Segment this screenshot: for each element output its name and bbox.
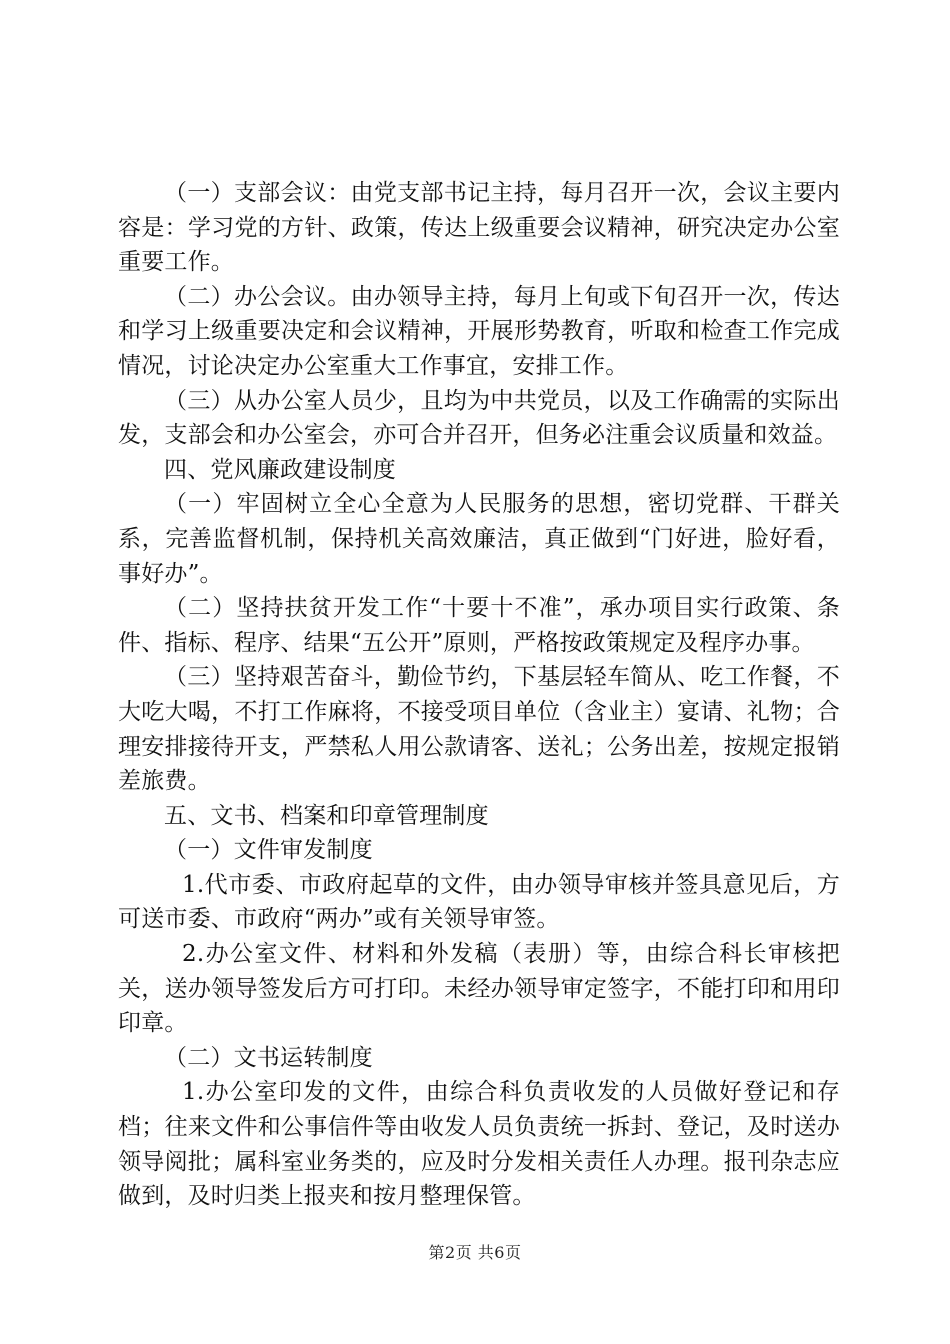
paragraph-frugality: （三）坚持艰苦奋斗，勤俭节约，下基层轻车简从、吃工作餐，不大吃大喝，不打工作麻将，不接受项目单位（含业主）宴请、礼物；合理安排接待开支，严禁私人用公款请客、送礼；公务出差，按规定报销差旅费。 — [118, 664, 840, 795]
page-footer: 第2页 共6页 — [428, 1243, 522, 1262]
document-body — [118, 176, 840, 1214]
paragraph-office-documents: 2.办公室文件、材料和外发稿（表册）等，由综合科长审核把关，送办领导签发后方可打印。未经办领导审定签字，不能打印和用印印章。 — [118, 941, 840, 1037]
subheading-document-review: （一）文件审发制度 — [164, 837, 373, 864]
heading-section-5: 五、文书、档案和印章管理制度 — [164, 802, 489, 829]
heading-section-4: 四、党风廉政建设制度 — [164, 456, 396, 483]
subheading-document-flow: （二）文书运转制度 — [164, 1044, 373, 1071]
paragraph-branch-meeting: （一）支部会议：由党支部书记主持，每月召开一次，会议主要内容是：学习党的方针、政策，传达上级重要会议精神，研究决定办公室重要工作。 — [118, 180, 840, 276]
paragraph-document-handling: 1.办公室印发的文件，由综合科负责收发的人员做好登记和存档；往来文件和公事信件等由收发人员负责统一拆封、登记，及时送办领导阅批；属科室业务类的，应及时分发相关责任人办理。报刊杂志应做到，及时归类上报夹和按月整理保管。 — [118, 1079, 840, 1210]
paragraph-office-meeting: （二）办公会议。由办领导主持，每月上旬或下旬召开一次，传达和学习上级重要决定和会议精神，开展形势教育，听取和检查工作完成情况，讨论决定办公室重大工作事宜，安排工作。 — [118, 283, 840, 379]
paragraph-combined-meeting: （三）从办公室人员少，且均为中共党员，以及工作确需的实际出发，支部会和办公室会，亦可合并召开，但务必注重会议质量和效益。 — [118, 387, 840, 449]
paragraph-poverty-work: （二）坚持扶贫开发工作“十要十不准”，承办项目实行政策、条件、指标、程序、结果“五公开”原则，严格按政策规定及程序办事。 — [118, 595, 840, 656]
paragraph-service-ideology: （一）牢固树立全心全意为人民服务的思想，密切党群、干群关系，完善监督机制，保持机关高效廉洁，真正做到“门好进，脸好看，事好办”。 — [118, 491, 840, 587]
paragraph-drafting-review: 1.代市委、市政府起草的文件，由办领导审核并签具意见后，方可送市委、市政府“两办”或有关领导审签。 — [118, 871, 840, 933]
